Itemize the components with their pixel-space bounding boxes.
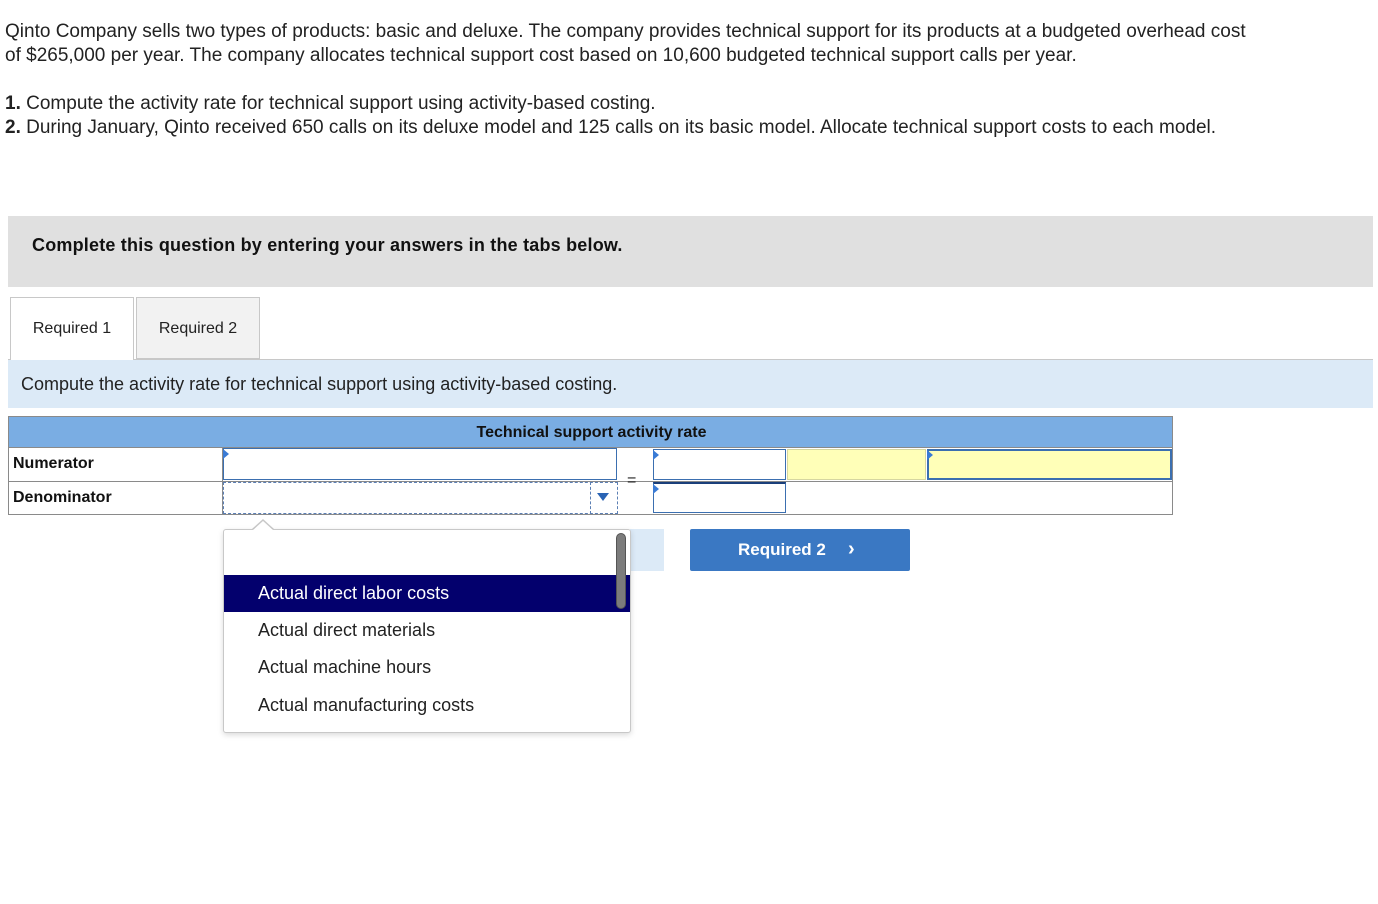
row-divider xyxy=(8,514,1173,515)
rate-result-cell xyxy=(787,449,926,480)
dropdown-option[interactable] xyxy=(224,649,630,686)
instructions-banner xyxy=(8,216,1373,287)
equals-sign: = xyxy=(627,472,637,489)
option-label: Actual manufacturing costs xyxy=(258,695,475,715)
requirement-2-number: 2. xyxy=(5,117,21,138)
dropdown-option-blank[interactable] xyxy=(224,538,630,575)
denominator-dropdown-list[interactable] xyxy=(223,529,631,733)
requirement-2-text: During January, Qinto received 650 calls on its deluxe model and 125 calls on its basic model. Allocate technical support costs to each model. xyxy=(20,117,1217,138)
table-header-label: Technical support activity rate xyxy=(476,424,707,441)
option-label: Actual direct labor costs xyxy=(258,583,450,603)
denominator-select[interactable] xyxy=(223,482,618,514)
problem-paragraph: Qinto Company sells two types of products: basic and deluxe. The company provides technical support for its products at a budgeted overhead cost of $265,000 per year. The company allocates technical support cost based on 10,600 budgeted technical support calls per year. xyxy=(5,21,1246,66)
denominator-amount-input[interactable] xyxy=(653,482,786,513)
chevron-right-icon: › xyxy=(848,538,855,560)
dropdown-separator xyxy=(590,482,592,514)
dropdown-option[interactable] xyxy=(224,687,630,724)
denominator-label: Denominator xyxy=(13,489,112,506)
numerator-select[interactable] xyxy=(223,448,617,480)
input-marker xyxy=(927,450,933,460)
problem-text xyxy=(5,20,1265,140)
input-marker xyxy=(653,484,659,494)
input-marker xyxy=(223,449,229,459)
option-label: Actual machine hours xyxy=(258,657,432,677)
numerator-amount-input[interactable] xyxy=(653,449,786,480)
dropdown-scrollbar[interactable] xyxy=(616,533,626,609)
option-label: Actual direct materials xyxy=(258,620,436,640)
input-marker xyxy=(653,450,659,460)
nav-previous-area xyxy=(630,529,664,571)
requirement-1 xyxy=(5,92,1265,116)
next-required-2-button[interactable] xyxy=(690,529,910,571)
table-border-right xyxy=(1172,448,1173,515)
activity-rate-table xyxy=(8,416,1173,515)
dropdown-arrow-icon[interactable] xyxy=(597,493,609,501)
next-button-label: Required 2 xyxy=(738,540,826,559)
dropdown-option[interactable] xyxy=(224,575,630,612)
table-border-left xyxy=(8,448,9,515)
banner-text: Complete this question by entering your answers in the tabs below. xyxy=(32,235,623,255)
tab-required-2[interactable]: Required 2 xyxy=(136,297,260,359)
requirement-1-text: Compute the activity rate for technical support using activity-based costing. xyxy=(20,93,656,114)
requirement-2 xyxy=(5,116,1265,140)
dropdown-option[interactable] xyxy=(224,612,630,649)
instruction-text: Compute the activity rate for technical support using activity-based costing. xyxy=(21,374,618,394)
rate-unit-select[interactable] xyxy=(927,449,1172,480)
tab-instruction xyxy=(8,360,1373,408)
tab-required-1[interactable]: Required 1 xyxy=(10,297,134,360)
requirement-1-number: 1. xyxy=(5,93,21,114)
table-header xyxy=(8,416,1173,448)
numerator-label: Numerator xyxy=(13,455,94,472)
dropdown-caret-inner xyxy=(253,521,273,530)
